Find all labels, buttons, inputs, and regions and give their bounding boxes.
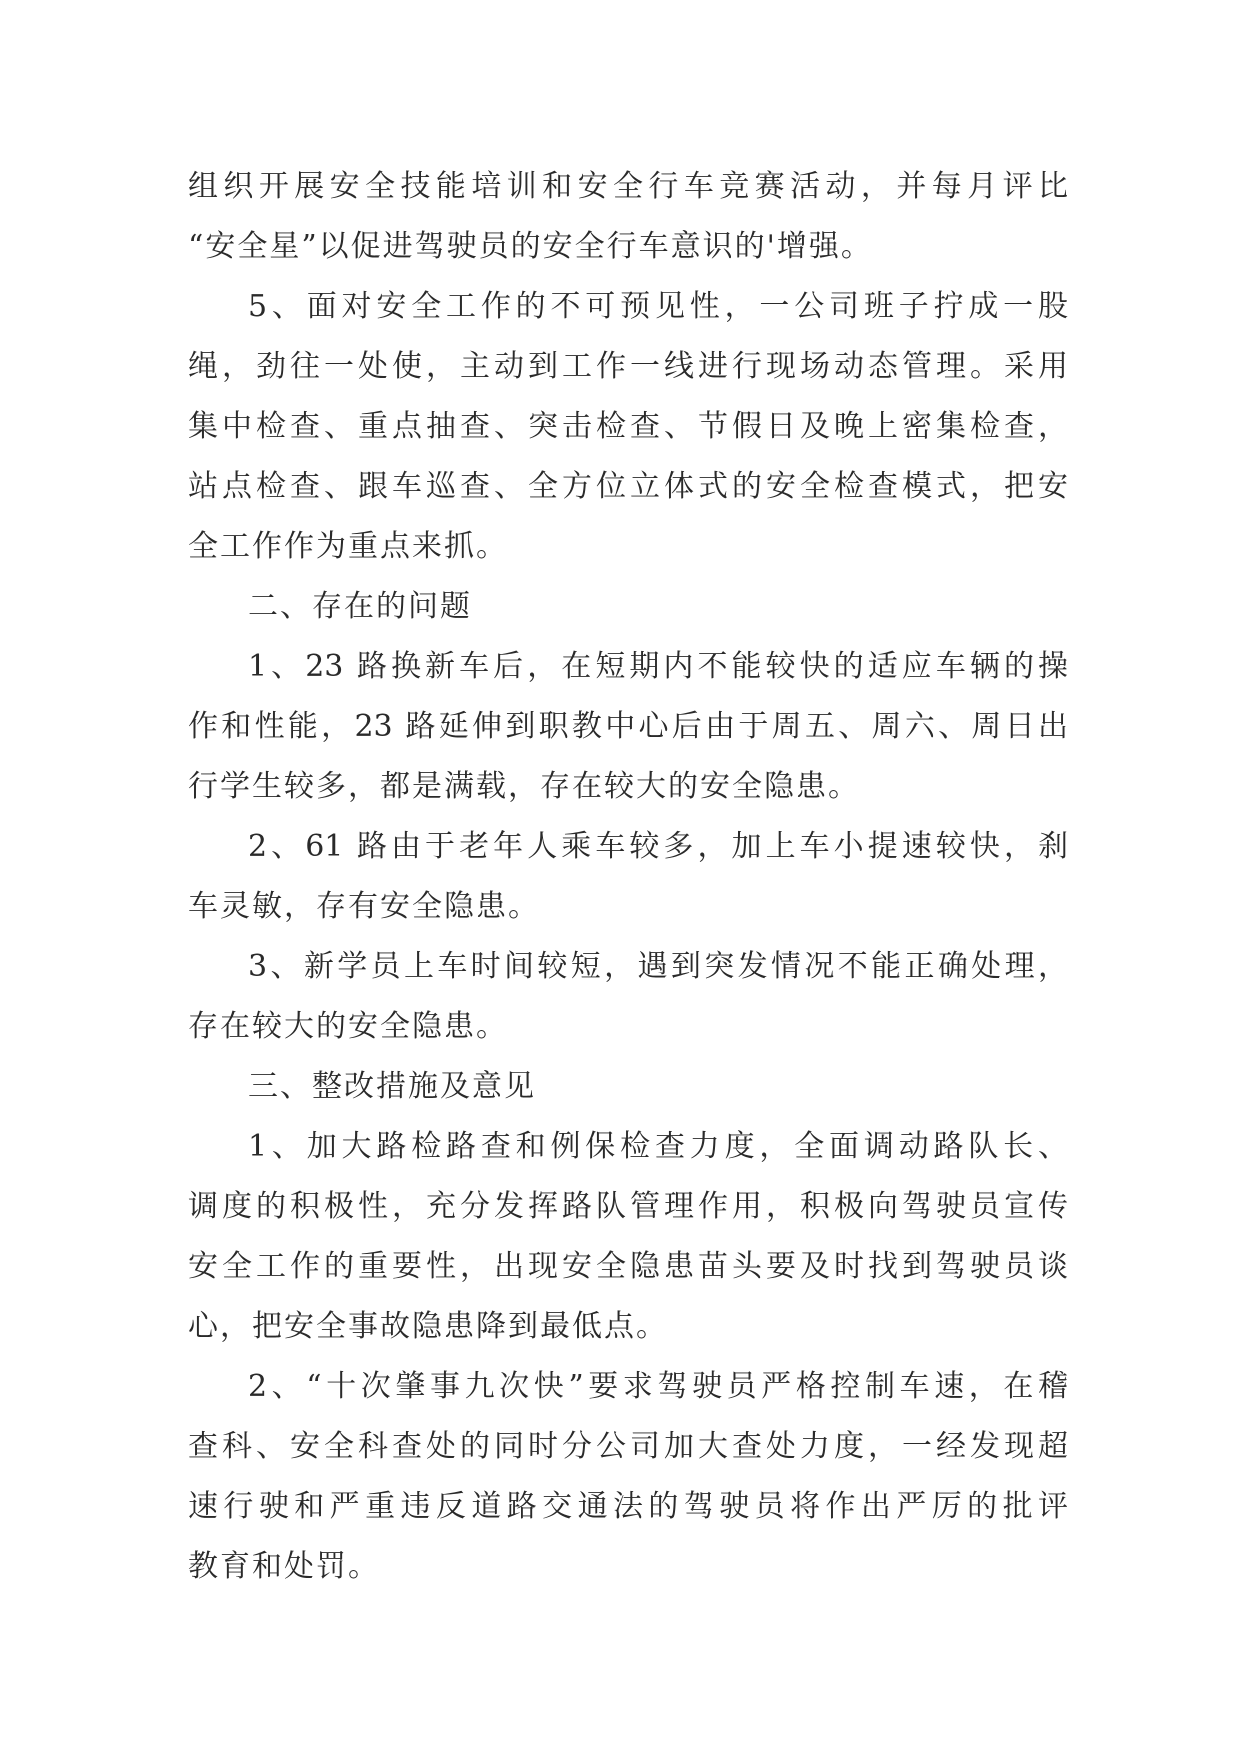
text-line: 速行驶和严重违反道路交通法的驾驶员将作出严厉的批评 — [188, 1489, 1068, 1524]
text-line: 作和性能，23 路延伸到职教中心后由于周五、周六、周日出 — [188, 709, 1068, 744]
text-line: 心，把安全事故隐患降到最低点。 — [188, 1309, 668, 1344]
paragraph-first-line: 2、61 路由于老年人乘车较多，加上车小提速较快，刹 — [248, 829, 1068, 864]
text-line: 全工作作为重点来抓。 — [188, 529, 508, 564]
text-line: 行学生较多，都是满载，存在较大的安全隐患。 — [188, 769, 860, 804]
text-line: 查科、安全科查处的同时分公司加大查处力度，一经发现超 — [188, 1429, 1068, 1464]
text-line: 安全工作的重要性，出现安全隐患苗头要及时找到驾驶员谈 — [188, 1249, 1068, 1284]
paragraph-first-line: 5、面对安全工作的不可预见性，一公司班子拧成一股 — [248, 289, 1068, 324]
text-line: 集中检查、重点抽查、突击检查、节假日及晚上密集检查， — [188, 409, 1068, 444]
document-body — [188, 157, 1068, 1597]
text-line: 站点检查、跟车巡查、全方位立体式的安全检查模式，把安 — [188, 469, 1068, 504]
text-line: 存在较大的安全隐患。 — [188, 1009, 508, 1044]
text-line: 调度的积极性，充分发挥路队管理作用，积极向驾驶员宣传 — [188, 1189, 1068, 1224]
paragraph-first-line: 2、“十次肇事九次快”要求驾驶员严格控制车速，在稽 — [248, 1369, 1068, 1404]
section-heading: 二、存在的问题 — [248, 589, 472, 624]
section-heading: 三、整改措施及意见 — [248, 1069, 536, 1104]
text-line: 车灵敏，存有安全隐患。 — [188, 889, 540, 924]
text-line: “安全星”以促进驾驶员的安全行车意识的'增强。 — [188, 229, 873, 264]
paragraph-first-line: 3、新学员上车时间较短，遇到突发情况不能正确处理， — [248, 949, 1068, 984]
paragraph-first-line: 1、加大路检路查和例保检查力度，全面调动路队长、 — [248, 1129, 1068, 1164]
text-line: 教育和处罚。 — [188, 1549, 380, 1584]
text-line: 组织开展安全技能培训和安全行车竞赛活动，并每月评比 — [188, 169, 1068, 204]
paragraph-first-line: 1、23 路换新车后，在短期内不能较快的适应车辆的操 — [248, 649, 1068, 684]
text-line: 绳，劲往一处使，主动到工作一线进行现场动态管理。采用 — [188, 349, 1068, 384]
